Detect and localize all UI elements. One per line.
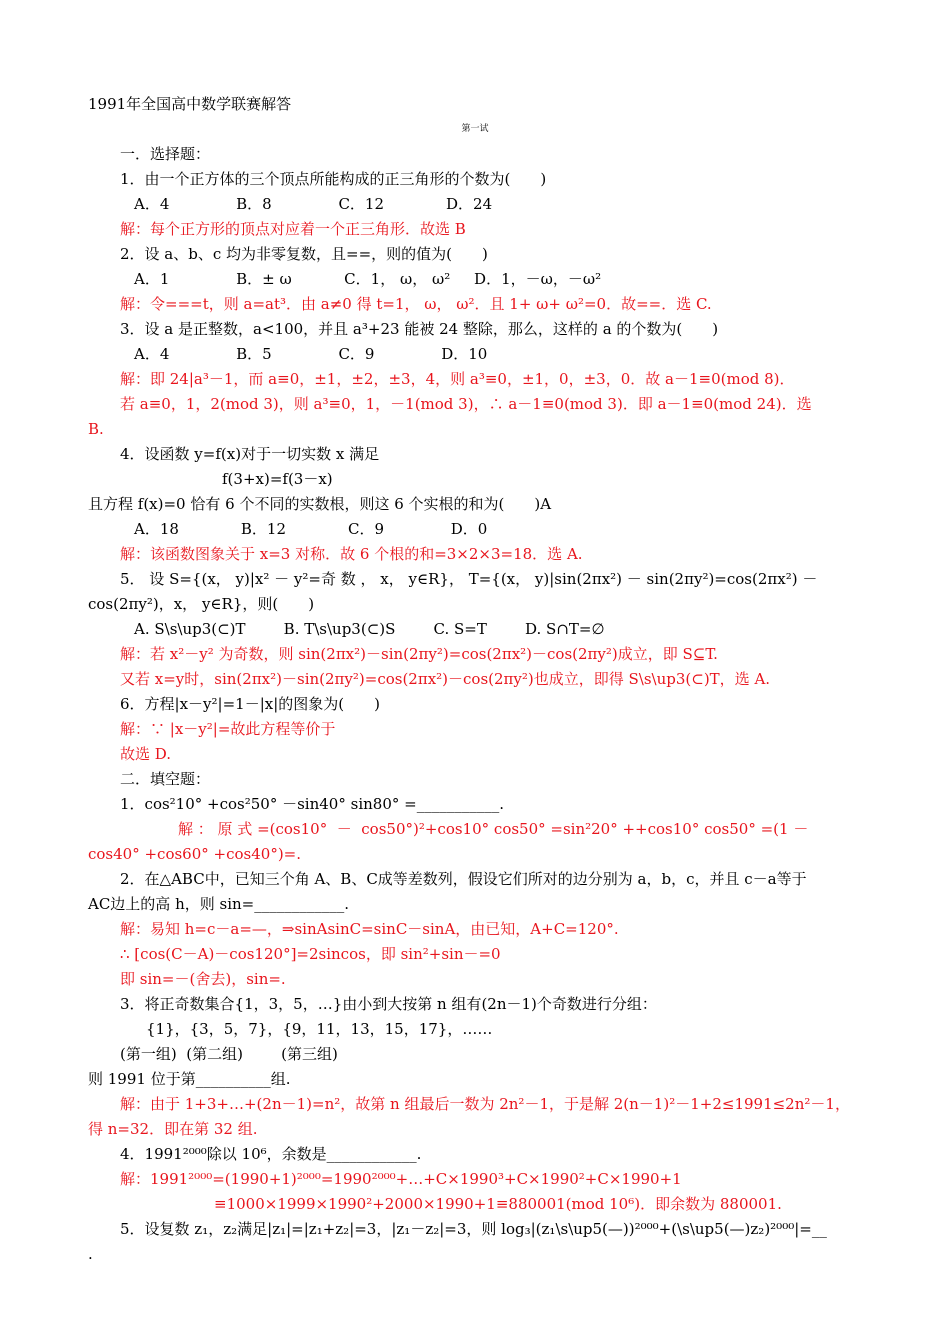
fill-solution-2-line-1: 解：易知 h=c－a=—，⇒sinAsinC=sinC－sinA，由已知，A+C=120°. — [120, 920, 619, 938]
fill-solution-3-line-1: 解：由于 1+3+…+(2n－1)=n²，故第 n 组最后一数为 2n²－1，于是解 2(n－1)²－1+2≤1991≤2n²－1， — [120, 1095, 850, 1113]
solution-3-line-1: 解：即 24|a³－1，而 a≡0，±1，±2，±3，4，则 a³≡0，±1，0，±3，0．故 a－1≡0(mod 8)． — [120, 370, 795, 388]
fill-question-2: 2．在△ABC中，已知三个角 A、B、C成等差数列，假设它们所对的边分别为 a，b，c，并且 c－a等于 — [120, 870, 807, 888]
fill-solution-1-line-1: 解 ： 原 式 =(cos10° － cos50°)²+cos10° cos50° =sin²20° ++cos10° cos50° =(1 － — [178, 820, 809, 838]
fill-solution-4-line-2: ≡1000×1999×1990²+2000×1990+1≡880001(mod 10⁶)．即余数为 880001. — [214, 1195, 782, 1213]
fill-question-4: 4．1991²⁰⁰⁰除以 10⁶，余数是____________. — [120, 1145, 422, 1163]
solution-1: 解：每个正方形的顶点对应着一个正三角形．故选 B — [120, 220, 466, 238]
question-5: 5． 设 S={(x， y)|x² － y²=奇 数 ， x， y∈R}， T={(x， y)|sin(2πx²) － sin(2πy²)=cos(2πx²) － — [120, 570, 818, 588]
doc-title: 1991年全国高中数学联赛解答 — [88, 95, 292, 113]
fill-question-3: 3．将正奇数集合{1，3，5，…}由小到大按第 n 组有(2n－1)个奇数进行分组： — [120, 995, 657, 1013]
fill-solution-1-line-2: cos40° +cos60° +cos40°)=. — [88, 845, 302, 863]
solution-6-line-2: 故选 D. — [120, 745, 172, 763]
fill-solution-2-line-2: ∴ [cos(C－A)－cos120°]=2sincos，即 sin²+sin－=0 — [120, 945, 501, 963]
solution-6-line-1: 解：∵ |x－y²|=故此方程等价于 — [120, 720, 336, 738]
fill-question-5: 5．设复数 z₁，z₂满足|z₁|=|z₁+z₂|=3，|z₁－z₂|=3，则 log₃|(z₁\s\up5(—))²⁰⁰⁰+(\s\up5(—)z₂)²⁰⁰⁰|=__ — [120, 1220, 827, 1238]
options-1: A．4 B．8 C．12 D．24 — [134, 195, 493, 213]
solution-2: 解：令===t，则 a=at³．由 a≠0 得 t=1， ω， ω²．且 1+ ω+ ω²=0．故==．选 C. — [120, 295, 712, 313]
fill-question-2-cont: AC边上的高 h，则 sin=____________. — [88, 895, 349, 913]
fill-question-3-groups: {1}，{3，5，7}，{9，11，13，15，17}，…… — [146, 1020, 493, 1038]
section-heading-2: 二．填空题： — [120, 770, 211, 788]
section-heading-1: 一．选择题： — [120, 145, 211, 163]
options-3: A．4 B．5 C．9 D．10 — [134, 345, 488, 363]
fill-solution-3-line-2: 得 n=32．即在第 32 组. — [88, 1120, 258, 1138]
question-4: 4．设函数 y=f(x)对于一切实数 x 满足 — [120, 445, 380, 463]
fill-question-5-cont: . — [88, 1245, 93, 1263]
question-2: 2．设 a、b、c 均为非零复数，且==，则的值为( ) — [120, 245, 488, 263]
options-5: A. S\s\up3(⊂)T B. T\s\up3(⊂)S C. S=T D. S∩T=∅ — [134, 620, 605, 638]
solution-4: 解：该函数图象关于 x=3 对称．故 6 个根的和=3×2×3=18．选 A. — [120, 545, 583, 563]
question-6: 6．方程|x－y²|=1－|x|的图象为( ) — [120, 695, 380, 713]
solution-5-line-1: 解：若 x²－y² 为奇数，则 sin(2πx²)－sin(2πy²)=cos(2πx²)－cos(2πy²)成立，即 S⊆T. — [120, 645, 718, 663]
fill-question-1: 1．cos²10° +cos²50° －sin40° sin80° =___________. — [120, 795, 504, 813]
question-4-cont: 且方程 f(x)=0 恰有 6 个不同的实数根，则这 6 个实根的和为( )A — [88, 495, 552, 513]
solution-3-line-3: B. — [88, 420, 104, 438]
fill-question-3-labels: (第一组) (第二组) (第三组) — [120, 1045, 338, 1063]
solution-3-line-2: 若 a≡0，1，2(mod 3)，则 a³≡0，1，－1(mod 3)，∴ a－1≡0(mod 3)．即 a－1≡0(mod 24)．选 — [120, 395, 812, 413]
options-4: A．18 B．12 C．9 D．0 — [134, 520, 488, 538]
doc-subtitle: 第一试 — [461, 124, 489, 134]
question-1: 1．由一个正方体的三个顶点所能构成的正三角形的个数为( ) — [120, 170, 547, 188]
solution-5-line-2: 又若 x=y时，sin(2πx²)－sin(2πy²)=cos(2πx²)－cos(2πy²)也成立，即得 S\s\up3(⊂)T，选 A. — [120, 670, 771, 688]
question-5-cont: cos(2πy²)，x， y∈R}，则( ) — [88, 595, 315, 613]
fill-solution-2-line-3: 即 sin=－(舍去)，sin=. — [120, 970, 286, 988]
fill-question-3-cont: 则 1991 位于第__________组. — [88, 1070, 291, 1088]
question-3: 3．设 a 是正整数，a<100，并且 a³+23 能被 24 整除，那么，这样的 a 的个数为( ) — [120, 320, 719, 338]
options-2: A．1 B．± ω C．1， ω， ω² D．1，－ω，－ω² — [134, 270, 602, 288]
question-4-formula: f(3+x)=f(3－x) — [222, 470, 333, 488]
fill-solution-4-line-1: 解：1991²⁰⁰⁰=(1990+1)²⁰⁰⁰=1990²⁰⁰⁰+…+C×1990³+C×1990²+C×1990+1 — [120, 1170, 682, 1188]
